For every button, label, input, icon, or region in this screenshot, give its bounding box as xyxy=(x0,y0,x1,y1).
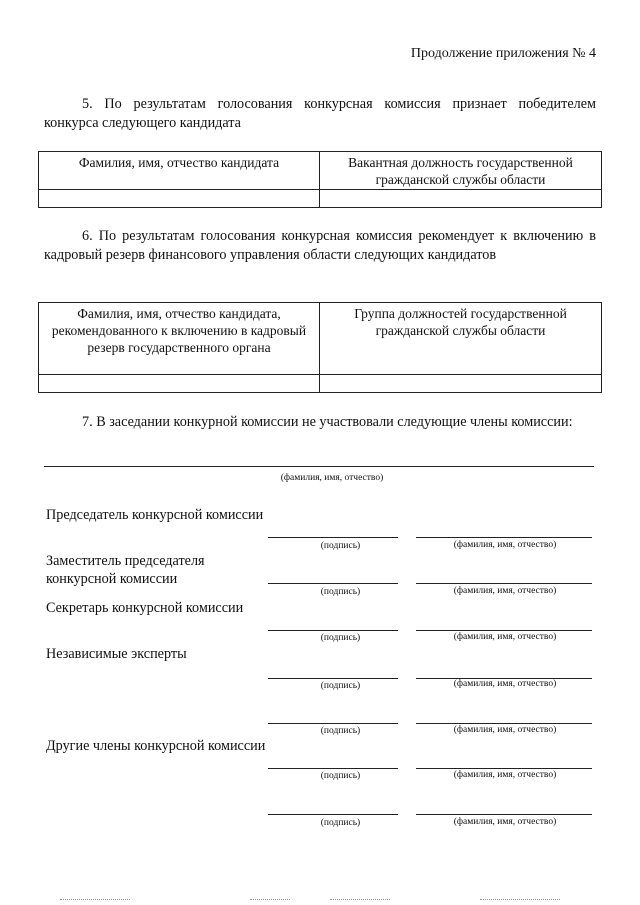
secretary-name-line xyxy=(416,630,592,631)
winner-table-cell xyxy=(39,190,320,208)
signature-caption: (подпись) xyxy=(320,681,361,691)
member-name-line xyxy=(416,814,592,815)
expert-name-line xyxy=(416,723,592,724)
deputy-label: Заместитель председателя конкурсной комиссии xyxy=(46,553,205,587)
winner-table xyxy=(38,151,602,208)
name-caption: (фамилия, имя, отчество) xyxy=(453,586,557,596)
reserve-table-header-name: Фамилия, имя, отчество кандидата, рекомендованного к включению в кадровый резерв государственного органа xyxy=(39,303,320,375)
absent-members-line xyxy=(44,466,594,467)
chair-name-line xyxy=(416,537,592,538)
signature-caption: (подпись) xyxy=(320,587,361,597)
chair-label: Председатель конкурсной комиссии xyxy=(46,507,264,523)
section-7-text: 7. В заседании конкурной комиссии не участвовали следующие члены комиссии: xyxy=(82,414,573,430)
name-caption: (фамилия, имя, отчество) xyxy=(453,817,557,827)
scan-artifact xyxy=(60,899,130,900)
name-caption: (фамилия, имя, отчество) xyxy=(453,540,557,550)
scan-artifact xyxy=(250,899,290,900)
secretary-signature-line xyxy=(268,630,398,631)
signature-caption: (подпись) xyxy=(320,726,361,736)
winner-table-cell xyxy=(320,190,602,208)
winner-table-header-position: Вакантная должность государственной гражданской службы области xyxy=(320,152,602,190)
secretary-label: Секретарь конкурсной комиссии xyxy=(46,600,244,616)
scan-artifact xyxy=(330,899,390,900)
absent-members-caption: (фамилия, имя, отчество) xyxy=(280,473,384,483)
winner-table-header-name: Фамилия, имя, отчество кандидата xyxy=(39,152,320,190)
appendix-header: Продолжение приложения № 4 xyxy=(410,46,596,61)
chair-signature-line xyxy=(268,537,398,538)
experts-label: Независимые эксперты xyxy=(46,646,187,662)
name-caption: (фамилия, имя, отчество) xyxy=(453,679,557,689)
reserve-table-cell xyxy=(39,375,320,393)
deputy-name-line xyxy=(416,583,592,584)
name-caption: (фамилия, имя, отчество) xyxy=(453,770,557,780)
deputy-signature-line xyxy=(268,583,398,584)
signature-caption: (подпись) xyxy=(320,541,361,551)
name-caption: (фамилия, имя, отчество) xyxy=(453,632,557,642)
section-6-text: 6. По результатам голосования конкурсная комиссия рекомендует к включению в кадровый резерв финансового управления области следующих кандидатов xyxy=(44,228,596,263)
expert-signature-line xyxy=(268,723,398,724)
expert-signature-line xyxy=(268,678,398,679)
member-signature-line xyxy=(268,768,398,769)
name-caption: (фамилия, имя, отчество) xyxy=(453,725,557,735)
reserve-table-header-group: Группа должностей государственной гражданской службы области xyxy=(320,303,602,375)
scan-artifact xyxy=(480,899,560,900)
reserve-table-cell xyxy=(320,375,602,393)
member-signature-line xyxy=(268,814,398,815)
member-name-line xyxy=(416,768,592,769)
signature-caption: (подпись) xyxy=(320,818,361,828)
signature-caption: (подпись) xyxy=(320,633,361,643)
signature-caption: (подпись) xyxy=(320,771,361,781)
section-5-text: 5. По результатам голосования конкурсная комиссия признает победителем конкурса следующего кандидата xyxy=(44,96,596,131)
reserve-table xyxy=(38,302,602,393)
other-members-label: Другие члены конкурсной комиссии xyxy=(46,738,266,754)
